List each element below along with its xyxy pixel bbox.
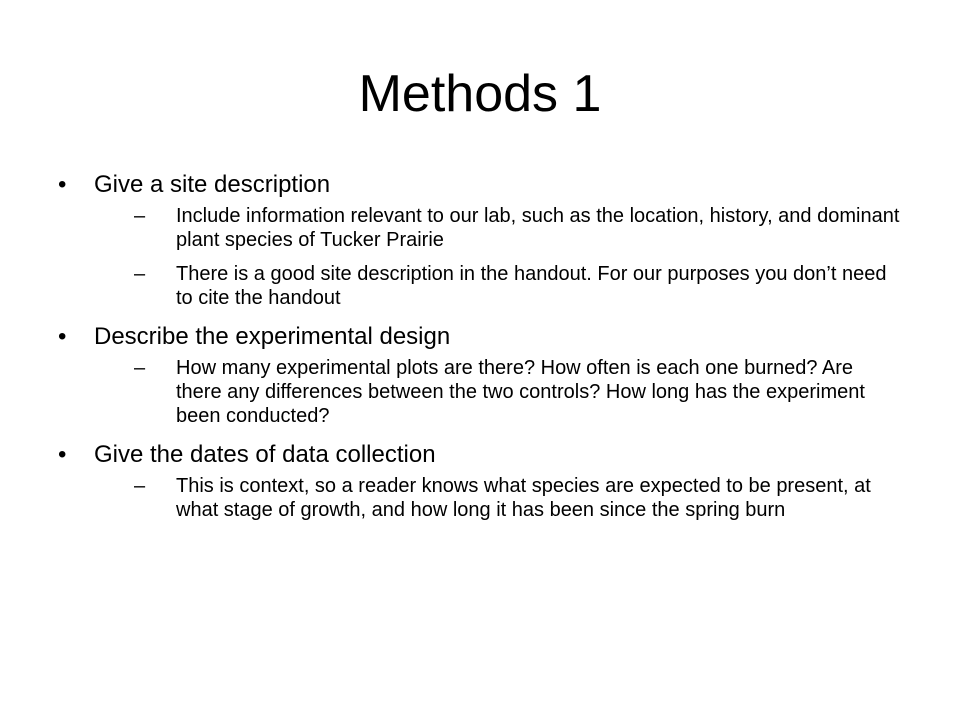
- sub-bullet: [134, 356, 900, 428]
- sub-bullet-text: There is a good site description in the handout. For our purposes you don’t need to cite the handout: [176, 263, 887, 309]
- sub-bullet-text: How many experimental plots are there? How often is each one burned? Are there any differences between the two controls? How long has the experiment been conducted?: [176, 357, 865, 427]
- bullet-dot-icon: •: [58, 171, 67, 198]
- bullet-experimental-design: [58, 322, 918, 428]
- dash-icon: –: [134, 475, 146, 497]
- bullet-text: Describe the experimental design: [94, 323, 451, 350]
- sub-list: [94, 356, 918, 428]
- bullet-site-description: [58, 170, 918, 310]
- bullet-data-collection-dates: [58, 440, 918, 522]
- sub-bullet: [134, 262, 900, 310]
- bullet-dot-icon: •: [58, 441, 67, 468]
- sub-bullet-text: Include information relevant to our lab, such as the location, history, and dominant plant species of Tucker Prairie: [176, 205, 900, 251]
- slide-content: [58, 170, 918, 534]
- sub-bullet-text: This is context, so a reader knows what species are expected to be present, at what stage of growth, and how long it has been since the spring burn: [176, 475, 871, 521]
- sub-bullet: [134, 474, 900, 522]
- slide-title: Methods 1: [358, 65, 602, 123]
- dash-icon: –: [134, 205, 146, 227]
- sub-list: [94, 474, 918, 522]
- dash-icon: –: [134, 263, 146, 285]
- bullet-text: Give the dates of data collection: [94, 441, 436, 468]
- sub-bullet: [134, 204, 900, 252]
- sub-list: [94, 204, 918, 310]
- bullet-dot-icon: •: [58, 323, 67, 350]
- bullet-text: Give a site description: [94, 171, 331, 198]
- dash-icon: –: [134, 357, 146, 379]
